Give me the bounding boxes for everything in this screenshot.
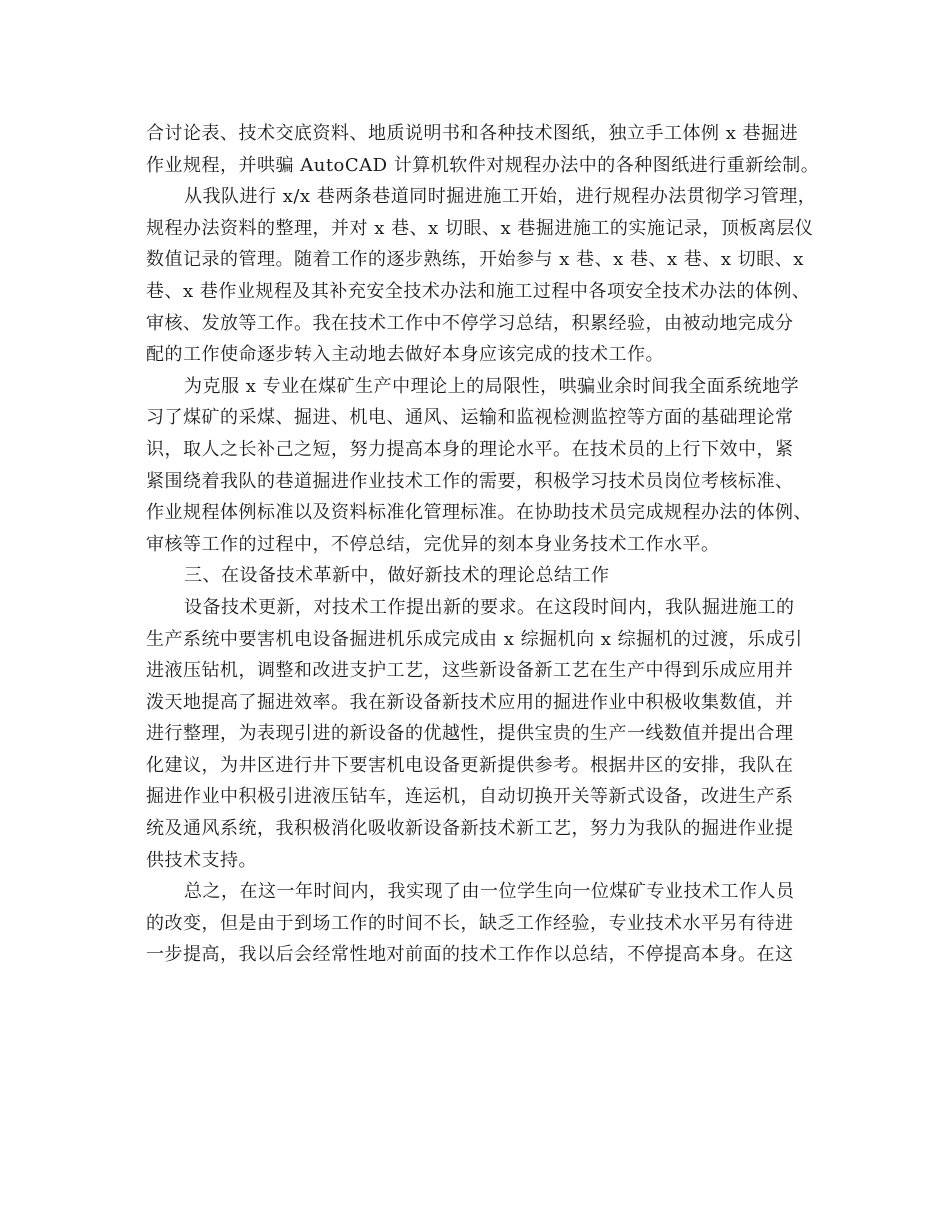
- text-line: 统及通风系统，我积极消化吸收新设备新技术新工艺，努力为我队的掘进作业提: [146, 818, 794, 840]
- text-line: 识，取人之长补己之短，努力提高本身的理论水平。在技术员的上行下效中，紧: [146, 438, 794, 460]
- text-line: 化建议，为井区进行井下要害机电设备更新提供参考。根据井区的安排，我队在: [146, 754, 794, 776]
- text-line: 总之，在这一年时间内，我实现了由一位学生向一位煤矿专业技术工作人员: [184, 881, 795, 903]
- text-line: 生产系统中要害机电设备掘进机乐成完成由 x 综掘机向 x 综掘机的过渡，乐成引: [146, 628, 803, 650]
- text-line: 巷、x 巷作业规程及其补充安全技术办法和施工过程中各项安全技术办法的体例、: [146, 280, 811, 302]
- text-line: 配的工作使命逐步转入主动地去做好本身应该完成的技术工作。: [146, 344, 664, 366]
- text-line: 一步提高，我以后会经常性地对前面的技术工作作以总结，不停提高本身。在这: [146, 944, 794, 966]
- document-body: [146, 118, 820, 971]
- text-line: 审核、发放等工作。我在技术工作中不停学习总结，积累经验，由被动地完成分: [146, 312, 794, 334]
- text-line: 进液压钻机，调整和改进支护工艺，这些新设备新工艺在生产中得到乐成应用并: [146, 660, 794, 682]
- text-line: 数值记录的管理。随着工作的逐步熟练，开始参与 x 巷、x 巷、x 巷、x 切眼、x: [146, 249, 804, 271]
- text-line: 规程办法资料的整理，并对 x 巷、x 切眼、x 巷掘进施工的实施记录，顶板离层仪: [146, 217, 814, 239]
- text-line: 三、在设备技术革新中，做好新技术的理论总结工作: [184, 565, 610, 587]
- text-line: 供技术支持。: [146, 849, 257, 871]
- text-line: 紧围绕着我队的巷道掘进作业技术工作的需要，积极学习技术员岗位考核标准、: [146, 470, 794, 492]
- text-line: 合讨论表、技术交底资料、地质说明书和各种技术图纸，独立手工体例 x 巷掘进: [146, 123, 799, 144]
- text-line: 的改变，但是由于到场工作的时间不长，缺乏工作经验，专业技术水平另有待进: [146, 912, 794, 934]
- text-line: 作业规程体例标准以及资料标准化管理标准。在协助技术员完成规程办法的体例、: [146, 502, 812, 524]
- text-line: 泼天地提高了掘进效率。我在新设备新技术应用的掘进作业中积极收集数值，并: [146, 691, 794, 713]
- text-line: 掘进作业中积极引进液压钻车，连运机，自动切换开关等新式设备，改进生产系: [146, 786, 794, 808]
- text-line: 审核等工作的过程中，不停总结，完优异的刻本身业务技术工作水平。: [146, 533, 720, 555]
- text-line: 习了煤矿的采煤、掘进、机电、通风、运输和监视检测监控等方面的基础理论常: [146, 407, 794, 429]
- text-line: 为克服 x 专业在煤矿生产中理论上的局限性，哄骗业余时间我全面系统地学: [184, 375, 800, 397]
- text-line: 从我队进行 x/x 巷两条巷道同时掘进施工开始，进行规程办法贯彻学习管理，: [184, 186, 817, 208]
- text-line: 进行整理，为表现引进的新设备的优越性，提供宝贵的生产一线数值并提出合理: [146, 723, 794, 745]
- text-line: 作业规程，并哄骗 AutoCAD 计算机软件对规程办法中的各种图纸进行重新绘制。: [146, 154, 820, 176]
- text-line: 设备技术更新，对技术工作提出新的要求。在这段时间内，我队掘进施工的: [184, 596, 795, 618]
